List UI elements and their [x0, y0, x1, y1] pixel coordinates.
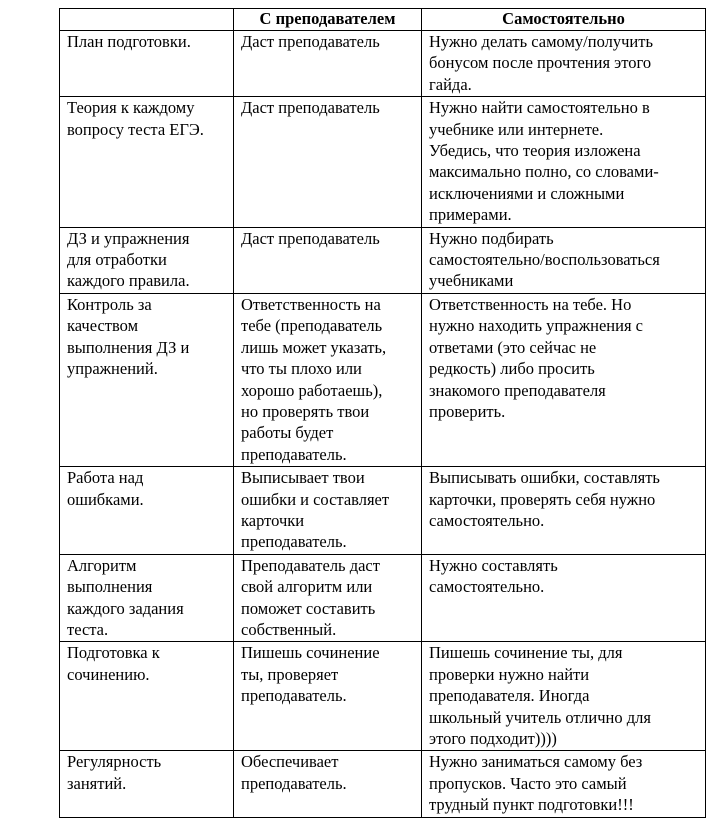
with-teacher-cell: Преподаватель даст свой алгоритм или поможет составить собственный.	[234, 554, 422, 642]
comparison-table	[59, 8, 706, 818]
aspect-cell: Подготовка к сочинению.	[60, 642, 234, 751]
independent-cell: Нужно подбирать самостоятельно/воспользоваться учебниками	[422, 227, 706, 293]
aspect-cell: Алгоритм выполнения каждого задания теста.	[60, 554, 234, 642]
independent-cell: Выписывать ошибки, составлять карточки, проверять себя нужно самостоятельно.	[422, 467, 706, 555]
table-row	[60, 31, 706, 97]
table-row	[60, 751, 706, 817]
independent-cell: Ответственность на тебе. Но нужно находить упражнения с ответами (это сейчас не редкость) либо просить знакомого преподавателя проверить.	[422, 293, 706, 466]
with-teacher-cell: Обеспечивает преподаватель.	[234, 751, 422, 817]
aspect-cell: Теория к каждому вопросу теста ЕГЭ.	[60, 97, 234, 227]
with-teacher-cell: Выписывает твои ошибки и составляет карточки преподаватель.	[234, 467, 422, 555]
independent-cell: Нужно составлять самостоятельно.	[422, 554, 706, 642]
table-row	[60, 467, 706, 555]
aspect-cell: ДЗ и упражнения для отработки каждого правила.	[60, 227, 234, 293]
with-teacher-cell: Ответственность на тебе (преподаватель лишь может указать, что ты плохо или хорошо работаешь), но проверять твои работы будет преподаватель.	[234, 293, 422, 466]
table-row	[60, 227, 706, 293]
aspect-cell: План подготовки.	[60, 31, 234, 97]
header-aspect	[60, 9, 234, 31]
header-with-teacher: С преподавателем	[234, 9, 422, 31]
aspect-cell: Работа над ошибками.	[60, 467, 234, 555]
with-teacher-cell: Даст преподаватель	[234, 97, 422, 227]
table-row	[60, 642, 706, 751]
header-independent: Самостоятельно	[422, 9, 706, 31]
table-row	[60, 293, 706, 466]
with-teacher-cell: Пишешь сочинение ты, проверяет преподаватель.	[234, 642, 422, 751]
independent-cell: Нужно найти самостоятельно в учебнике или интернете. Убедись, что теория изложена максимально полно, со словами- исключениями и сложными примерами.	[422, 97, 706, 227]
aspect-cell: Регулярность занятий.	[60, 751, 234, 817]
table-row	[60, 554, 706, 642]
header-row	[60, 9, 706, 31]
independent-cell: Пишешь сочинение ты, для проверки нужно найти преподавателя. Иногда школьный учитель отлично для этого подходит))))	[422, 642, 706, 751]
with-teacher-cell: Даст преподаватель	[234, 227, 422, 293]
independent-cell: Нужно заниматься самому без пропусков. Часто это самый трудный пункт подготовки!!!	[422, 751, 706, 817]
aspect-cell: Контроль за качеством выполнения ДЗ и упражнений.	[60, 293, 234, 466]
with-teacher-cell: Даст преподаватель	[234, 31, 422, 97]
table-row	[60, 97, 706, 227]
independent-cell: Нужно делать самому/получить бонусом после прочтения этого гайда.	[422, 31, 706, 97]
